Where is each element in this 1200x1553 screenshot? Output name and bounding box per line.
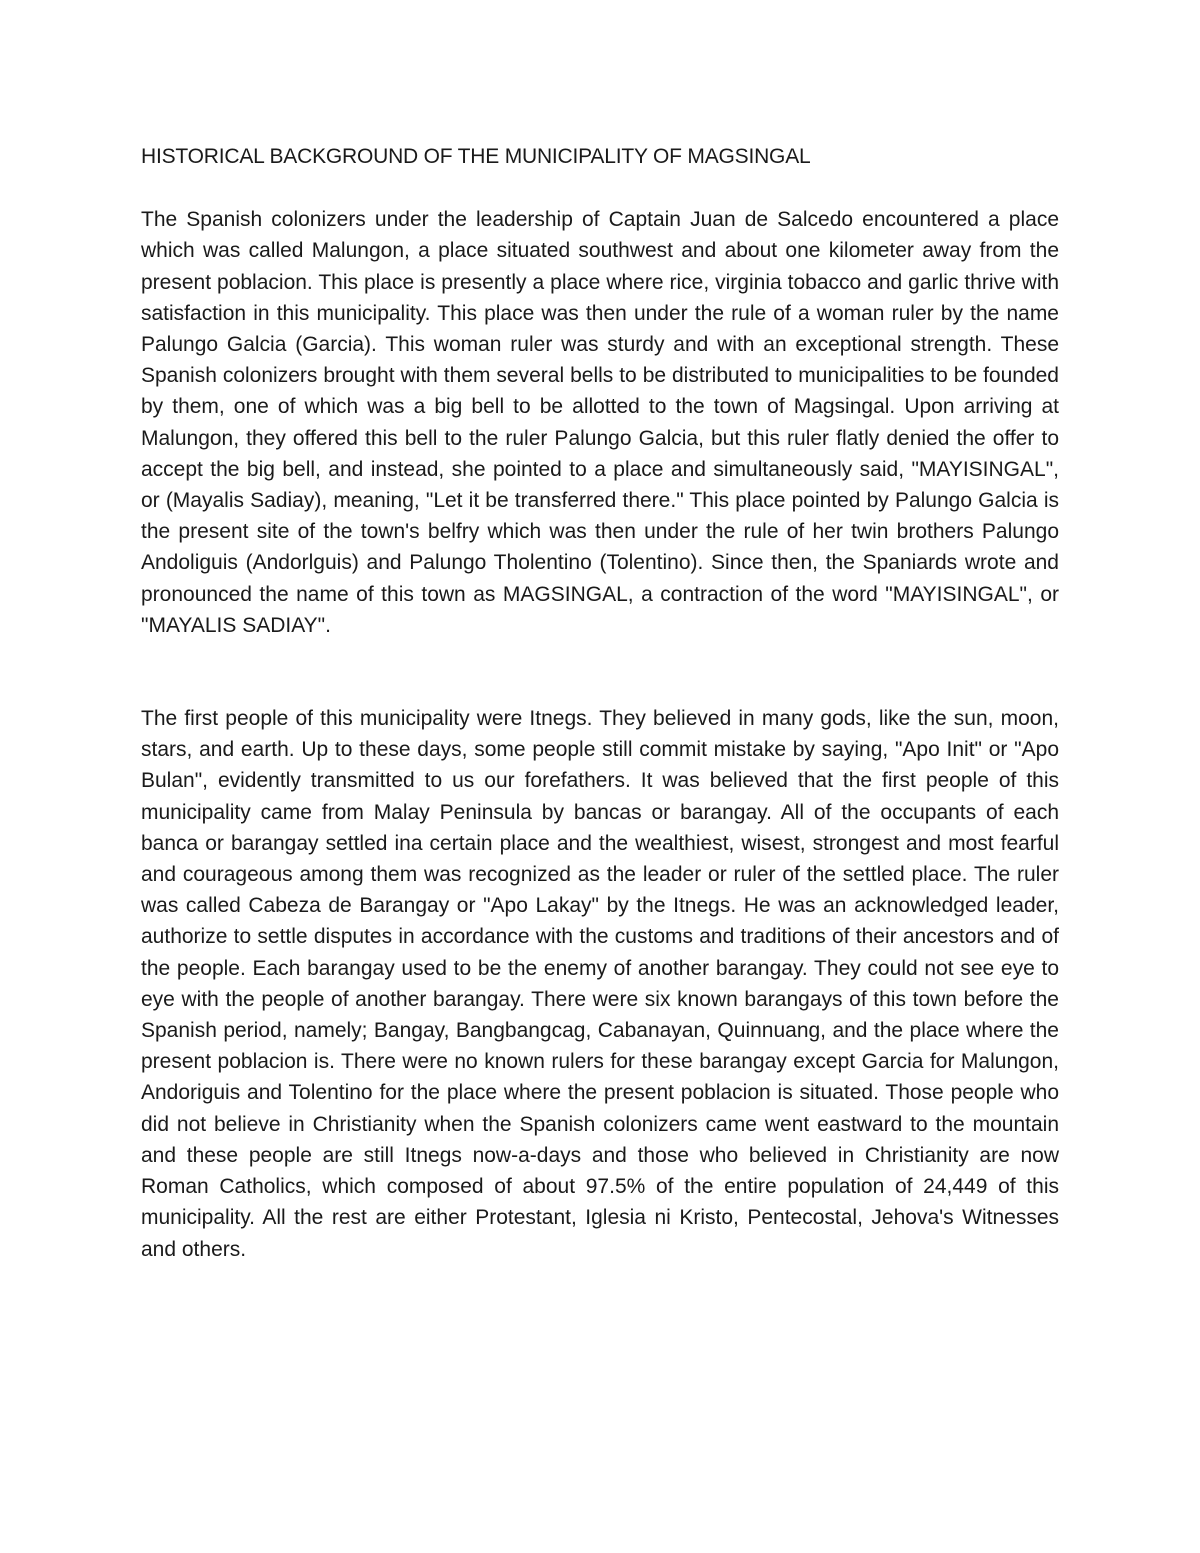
paragraph-first-people: The first people of this municipality were Itnegs. They believed in many gods, like the sun, moon, stars, and earth. Up to these days, some people still commit mistake by saying, "Apo Init" or "Apo Bulan", evidently transmitted to us our forefathers. It was believed that the first people of this municipality came from Malay Peninsula by bancas or barangay. All of the occupants of each banca or barangay settled ina certain place and the wealthiest, wisest, strongest and most fearful and courageous among them was recognized as the leader or ruler of the settled place. The ruler was called Cabeza de Barangay or "Apo Lakay" by the Itnegs. He was an acknowledged leader, authorize to settle disputes in accordance with the customs and traditions of their ancestors and of the people. Each barangay used to be the enemy of another barangay. They could not see eye to eye with the people of another barangay. There were six known barangays of this town before the Spanish period, namely; Bangay, Bangbangcag, Cabanayan, Quinnuang, and the place where the present poblacion is. There were no known rulers for these barangay except Garcia for Malungon, Andoriguis and Tolentino for the place where the present poblacion is situated. Those people who did not believe in Christianity when the Spanish colonizers came went eastward to the mountain and these people are still Itnegs now-a-days and those who believed in Christianity are now Roman Catholics, which composed of about 97.5% of the entire population of 24,449 of this municipality. All the rest are either Protestant, Iglesia ni Kristo, Pentecostal, Jehova's Witnesses and others. [141,707,1059,1261]
document-title: HISTORICAL BACKGROUND OF THE MUNICIPALITY OF MAGSINGAL [141,145,811,168]
paragraph-spanish-colonizers: The Spanish colonizers under the leadership of Captain Juan de Salcedo encountered a place which was called Malungon, a place situated southwest and about one kilometer away from the present poblacion. This place is presently a place where rice, virginia tobacco and garlic thrive with satisfaction in this municipality. This place was then under the rule of a woman ruler by the name Palungo Galcia (Garcia). This woman ruler was sturdy and with an exceptional strength. These Spanish colonizers brought with them several bells to be distributed to municipalities to be founded by them, one of which was a big bell to be allotted to the town of Magsingal. Upon arriving at Malungon, they offered this bell to the ruler Palungo Galcia, but this ruler flatly denied the offer to accept the big bell, and instead, she pointed to a place and simultaneously said, "MAYISINGAL", or (Mayalis Sadiay), meaning, "Let it be transferred there." This place pointed by Palungo Galcia is the present site of the town's belfry which was then under the rule of her twin brothers Palungo Andoliguis (Andorlguis) and Palungo Tholentino (Tolentino). Since then, the Spaniards wrote and pronounced the name of this town as MAGSINGAL, a contraction of the word "MAYISINGAL", or "MAYALIS SADIAY". [141,208,1059,637]
document-body [141,141,1059,1265]
